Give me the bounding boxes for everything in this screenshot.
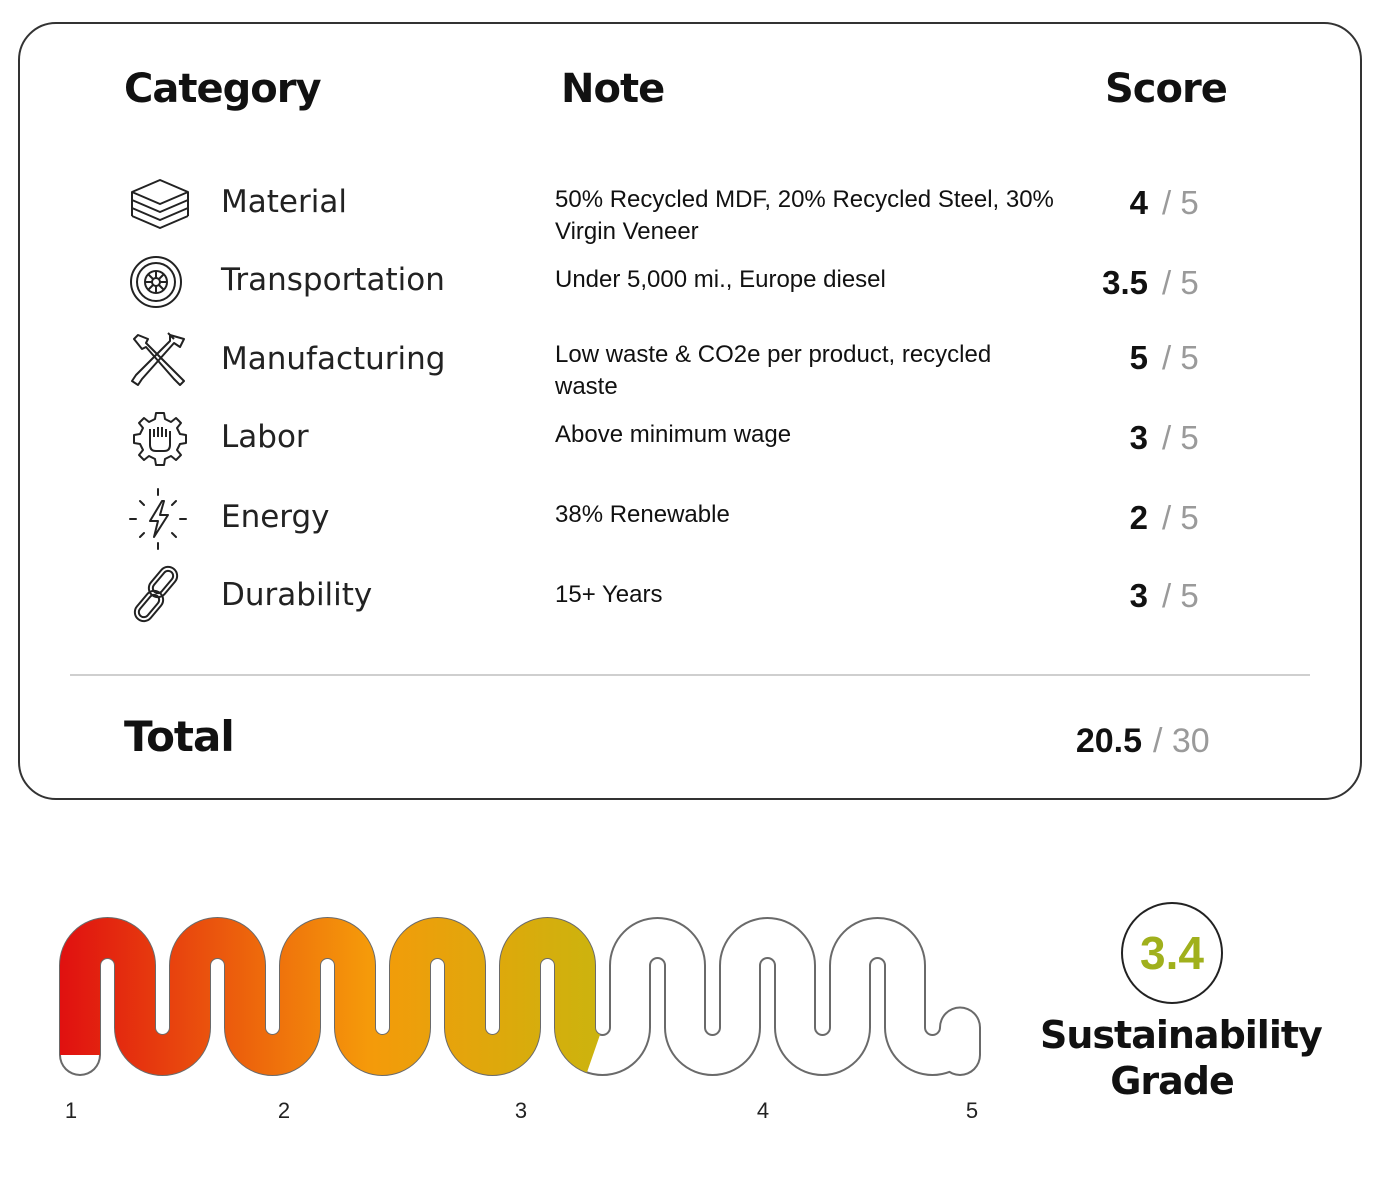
- score-max: / 5: [1162, 499, 1199, 536]
- meter-tick-4: 4: [756, 1098, 770, 1123]
- score-max: / 5: [1162, 184, 1199, 221]
- total-max: / 30: [1153, 722, 1210, 760]
- divider: [70, 674, 1310, 676]
- grade-meter: [40, 880, 1000, 1090]
- note-text: 50% Recycled MDF, 20% Recycled Steel, 30% Virgin Veneer: [555, 186, 1054, 245]
- fist-gear-icon: [128, 407, 192, 471]
- grade-value-badge: 3.4: [1121, 902, 1223, 1004]
- score-value: 3: [1129, 577, 1148, 614]
- note-text: 15+ Years: [555, 581, 663, 608]
- category-label: Manufacturing: [221, 341, 446, 377]
- score-max: / 5: [1162, 339, 1199, 376]
- category-label: Labor: [221, 419, 309, 455]
- score-value: 5: [1129, 339, 1148, 376]
- lightning-icon: [128, 487, 192, 551]
- table-row-material: [0, 170, 1382, 245]
- category-label: Energy: [221, 499, 330, 535]
- meter-tick-3: 3: [514, 1098, 528, 1123]
- score-max: / 5: [1162, 577, 1199, 614]
- total-label: Total: [124, 712, 234, 761]
- category-label: Material: [221, 184, 347, 220]
- table-row-labor: [0, 405, 1382, 475]
- category-label: Durability: [221, 577, 373, 613]
- meter-tick-1: 1: [64, 1098, 78, 1123]
- total-value: 20.5: [1075, 722, 1142, 760]
- table-row-manufacturing: [0, 325, 1382, 400]
- category-header: Category: [124, 66, 321, 112]
- score-max: / 5: [1162, 264, 1199, 301]
- note-text: Under 5,000 mi., Europe diesel: [555, 266, 886, 293]
- grade-label: [1040, 1012, 1322, 1104]
- table-row-durability: [0, 563, 1382, 633]
- meter-tick-5: 5: [965, 1098, 979, 1123]
- category-label: Transportation: [221, 262, 445, 298]
- grade-label-line1: Sustainability: [1040, 1013, 1322, 1057]
- note-text: 38% Renewable: [555, 501, 730, 528]
- score-value: 2: [1129, 499, 1148, 536]
- chain-icon: [128, 563, 192, 627]
- note-text: Above minimum wage: [555, 421, 792, 448]
- score-value: 3: [1129, 419, 1148, 456]
- tire-icon: [128, 250, 192, 314]
- score-value: 4: [1129, 184, 1148, 221]
- meter-tick-2: 2: [277, 1098, 291, 1123]
- table-row-transportation: [0, 250, 1382, 320]
- score-header: Score: [1105, 66, 1227, 112]
- tools-icon: [128, 329, 192, 393]
- layers-icon: [128, 172, 192, 236]
- score-max: / 5: [1162, 419, 1199, 456]
- score-value: 3.5: [1102, 264, 1148, 301]
- grade-label-line2: Grade: [1110, 1059, 1234, 1103]
- note-header: Note: [561, 66, 665, 112]
- note-text: Low waste & CO2e per product, recycled waste: [555, 341, 992, 400]
- table-row-energy: [0, 485, 1382, 555]
